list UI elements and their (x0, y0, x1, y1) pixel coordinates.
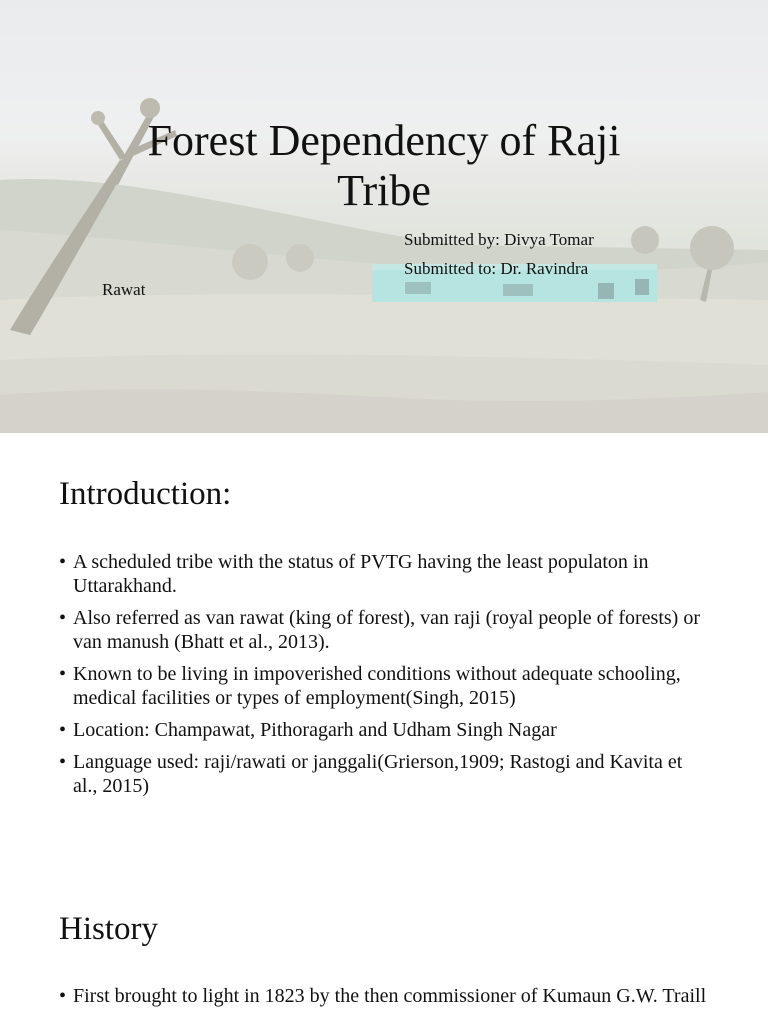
list-item (59, 550, 709, 598)
submitted-to-text: Submitted to: Dr. Ravindra (404, 259, 589, 278)
bullet-text: Known to be living in impoverished conditions without adequate schooling, medical facilities or types of employment(Singh, 2015) (73, 663, 681, 709)
title-slide (0, 0, 768, 433)
history-bullet-list (59, 984, 709, 1016)
introduction-slide (0, 433, 768, 1024)
introduction-bullet-list (59, 550, 709, 806)
submitted-to-continuation: Rawat (102, 280, 146, 299)
title-line-1: Forest Dependency of Raji (147, 116, 621, 165)
list-item (59, 718, 709, 742)
list-item (59, 606, 709, 654)
bullet-icon: • (59, 551, 67, 573)
title-line-2: Tribe (337, 166, 431, 215)
history-heading: History (59, 911, 158, 947)
slide-title (0, 116, 768, 216)
bullet-text: Location: Champawat, Pithoragarh and Udham Singh Nagar (73, 719, 557, 741)
bullet-text: Also referred as van rawat (king of forest), van raji (royal people of forests) or van manush (Bhatt et al., 2013). (73, 607, 700, 653)
bullet-icon: • (59, 751, 67, 773)
bullet-text: A scheduled tribe with the status of PVTG having the least populaton in Uttarakhand. (73, 551, 649, 597)
bullet-icon: • (59, 985, 67, 1007)
bullet-text: Language used: raji/rawati or janggali(Grierson,1909; Rastogi and Kavita et al., 2015) (73, 751, 683, 797)
bullet-icon: • (59, 719, 67, 741)
bullet-icon: • (59, 607, 67, 629)
bullet-icon: • (59, 663, 67, 685)
list-item (59, 984, 709, 1008)
bullet-text: First brought to light in 1823 by the then commissioner of Kumaun G.W. Traill (73, 985, 707, 1007)
background-overlay (0, 0, 768, 433)
submitted-by-text: Submitted by: Divya Tomar (404, 230, 594, 249)
introduction-heading: Introduction: (59, 476, 232, 512)
list-item (59, 662, 709, 710)
list-item (59, 750, 709, 798)
